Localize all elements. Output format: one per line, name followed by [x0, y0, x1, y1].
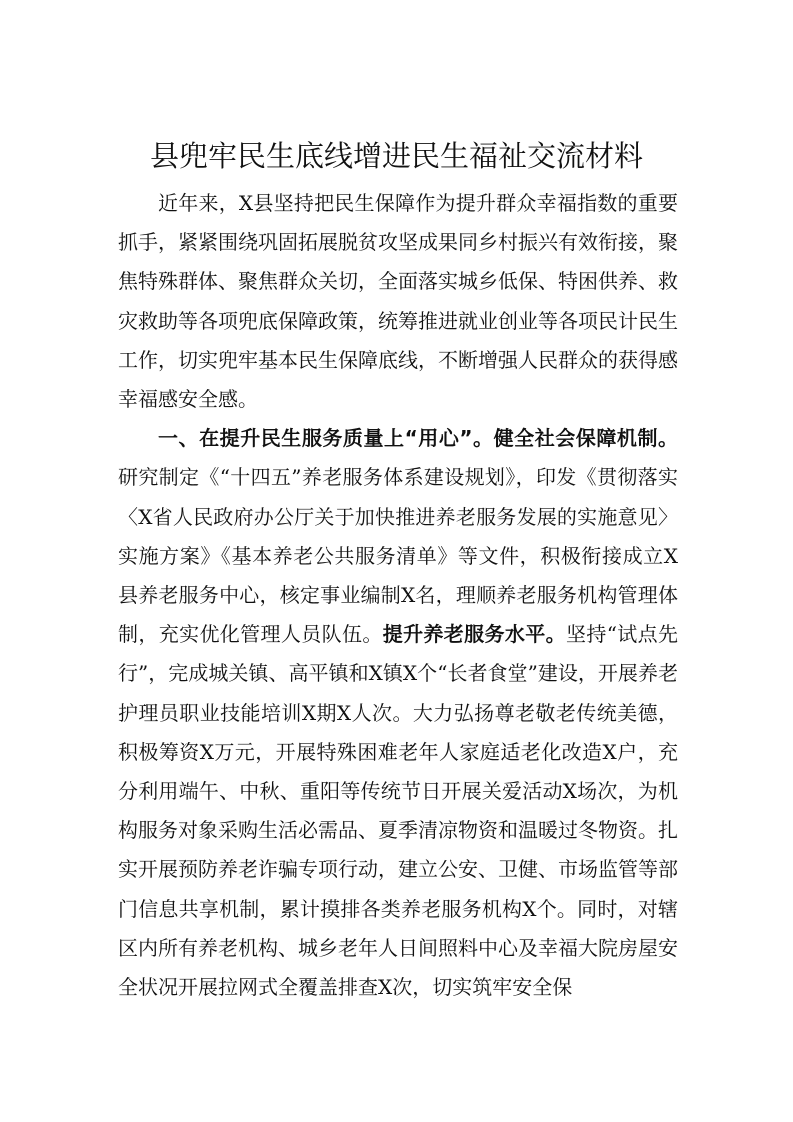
- section-1-paragraph: [118, 419, 678, 1007]
- document-title: 县兜牢民生底线增进民生福祉交流材料: [149, 139, 643, 173]
- subsection-2-text: 坚持“试点先行”，完成城关镇、高平镇和X镇X个“长者食堂”建设，开展养老护理员职业技能培训X期X人次。大力弘扬尊老敬老传统美德，积极筹资X万元，开展特殊困难老年人家庭适老化改造X户，充分利用端午、中秋、重阳等传统节日开展关爱活动X场次，为机构服务对象采购生活必需品、夏季清凉物资和温暖过冬物资。扎实开展预防养老诈骗专项行动，建立公安、卫健、市场监管等部门信息共享机制，累计摸排各类养老服务机构X个。同时，对辖区内所有养老机构、城乡老年人日间照料中心及幸福大院房屋安全状况开展拉网式全覆盖排查X次，切实筑牢安全保: [118, 622, 679, 1000]
- subsection-2-title: 提升养老服务水平。: [382, 622, 566, 647]
- section-1-heading: 一、在提升民生服务质量上“用心”。: [158, 426, 494, 451]
- document-body: [118, 184, 678, 1007]
- subsection-1-title: 健全社会保障机制。: [493, 426, 678, 451]
- intro-paragraph: 近年来，X县坚持把民生保障作为提升群众幸福指数的重要抓手，紧紧围绕巩固拓展脱贫攻坚成果同乡村振兴有效衔接，聚焦特殊群体、聚焦群众关切，全面落实城乡低保、特困供养、救灾救助等各项兜底保障政策，统筹推进就业创业等各项民计民生工作，切实兜牢基本民生保障底线，不断增强人民群众的获得感幸福感安全感。: [118, 191, 678, 412]
- subsection-1-text: 研究制定《“十四五”养老服务体系建设规划》，印发《贯彻落实〈X省人民政府办公厅关于加快推进养老服务发展的实施意见〉实施方案》《基本养老公共服务清单》等文件，积极衔接成立X县养老服务中心，核定事业编制X名，理顺养老服务机构管理体制，充实优化管理人员队伍。: [118, 465, 678, 647]
